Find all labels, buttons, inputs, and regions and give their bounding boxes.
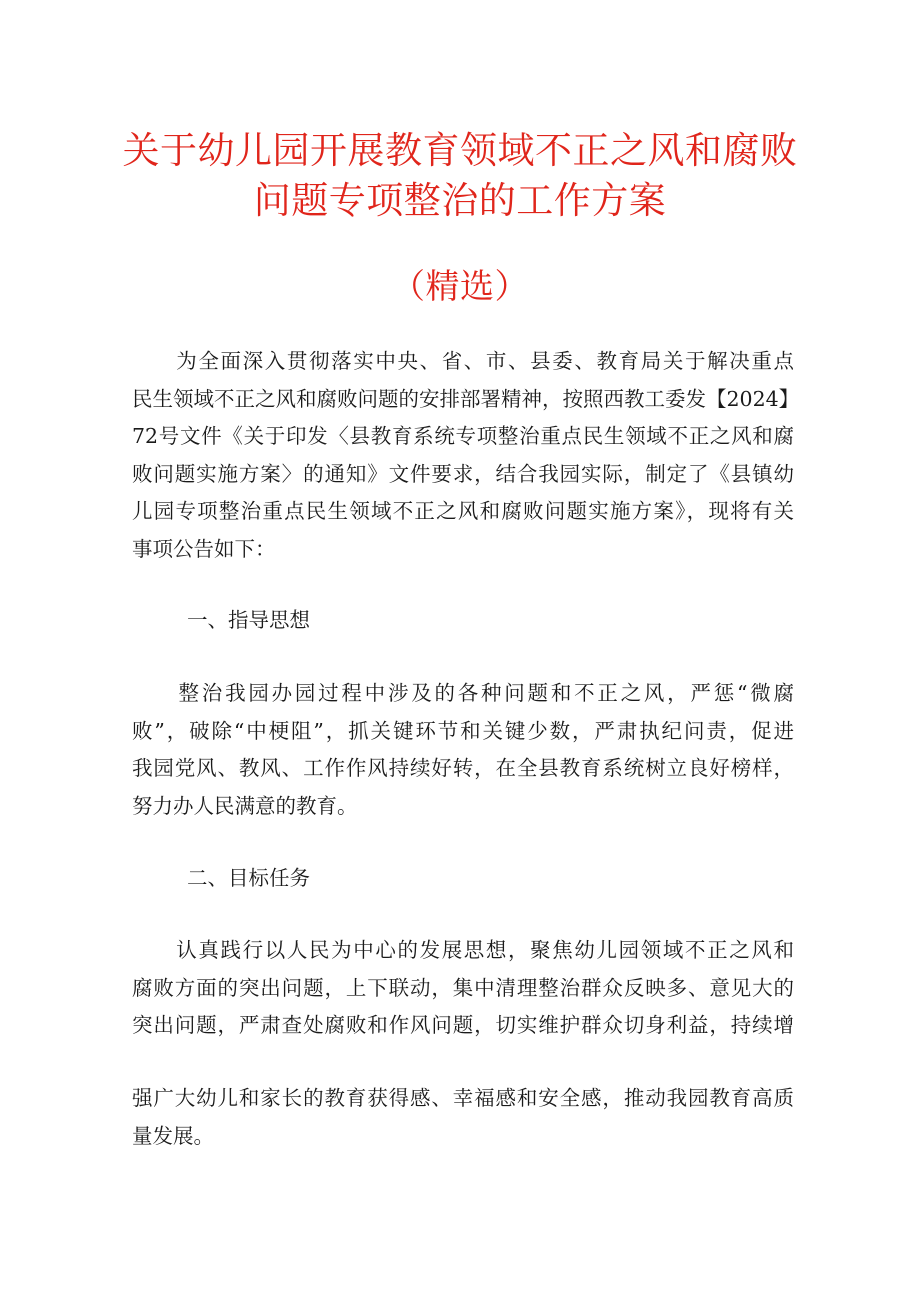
intro-paragraph — [132, 343, 800, 568]
intro-line: 为全面深入贯彻落实中央、省、市、县委、教育局关于解决重点 — [132, 349, 794, 373]
document-title-line-1: 关于幼儿园开展教育领域不正之风和腐败 — [122, 129, 798, 172]
section1-line: 败”，破除“中梗阻”，抓关键环节和关键少数，严肃执纪问责，促进 — [132, 718, 794, 743]
section2-line: 量发展。 — [132, 1123, 214, 1148]
section1-line: 整治我园办园过程中涉及的各种问题和不正之风，严惩“微腐 — [132, 681, 794, 705]
section1-line: 我园党风、教风、工作作风持续好转，在全县教育系统树立良好榜样， — [132, 756, 794, 780]
intro-line: 败问题实施方案〉的通知》文件要求，结合我园实际，制定了《县镇幼 — [132, 461, 794, 486]
section1-line: 努力办人民满意的教育。 — [132, 793, 358, 818]
document-title-line-2: 问题专项整治的工作方案 — [253, 179, 667, 222]
section2-paragraph-part2 — [132, 1080, 794, 1155]
intro-line: 事项公告如下： — [132, 536, 276, 561]
intro-line: 72号文件《关于印发〈县教育系统专项整治重点民生领域不正之风和腐 — [132, 424, 794, 448]
intro-line: 民生领域不正之风和腐败问题的安排部署精神，按照西教工委发【2024】 — [132, 386, 800, 411]
section2-line: 腐败方面的突出问题，上下联动，集中清理整治群众反映多、意见大的 — [132, 975, 794, 1000]
section-heading-goals-tasks: 二、目标任务 — [187, 866, 310, 890]
section2-paragraph-part1 — [132, 932, 794, 1045]
section-heading-guiding-ideology: 一、指导思想 — [187, 608, 310, 632]
section2-line: 强广大幼儿和家长的教育获得感、幸福感和安全感，推动我园教育高质 — [132, 1086, 794, 1110]
intro-line: 儿园专项整治重点民生领域不正之风和腐败问题实施方案》，现将有关 — [132, 499, 794, 523]
document-subtitle: （精选） — [391, 267, 529, 307]
section2-line: 突出问题，严肃查处腐败和作风问题，切实维护群众切身利益，持续增 — [132, 1013, 794, 1037]
section2-line: 认真践行以人民为中心的发展思想，聚焦幼儿园领域不正之风和 — [132, 938, 794, 962]
section1-paragraph — [132, 675, 794, 825]
